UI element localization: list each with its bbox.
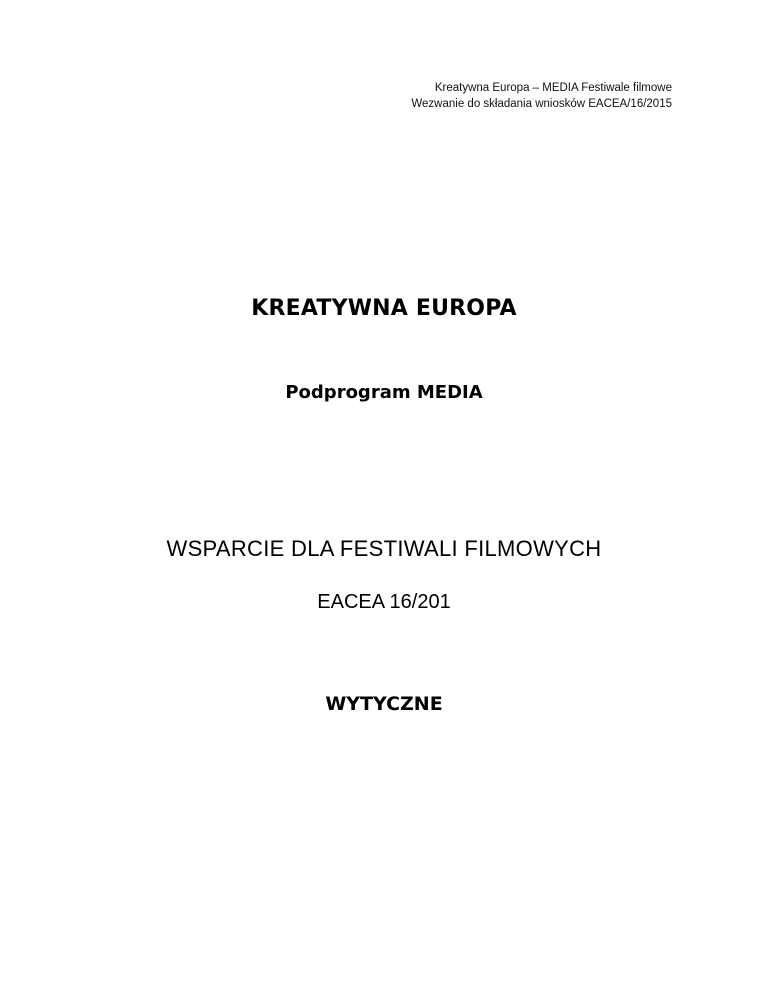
document-subtitle: Podprogram MEDIA [285,382,483,403]
support-heading: WSPARCIE DLA FESTIWALI FILMOWYCH [166,536,602,561]
call-reference-code: EACEA 16/201 [317,591,451,613]
running-header [411,80,672,112]
guidelines-heading: WYTYCZNE [325,693,443,715]
header-line-program: Kreatywna Europa – MEDIA Festiwale filmowe [434,82,672,94]
header-line-call: Wezwanie do składania wniosków EACEA/16/2015 [411,98,672,110]
document-title: KREATYWNA EUROPA [251,296,517,321]
